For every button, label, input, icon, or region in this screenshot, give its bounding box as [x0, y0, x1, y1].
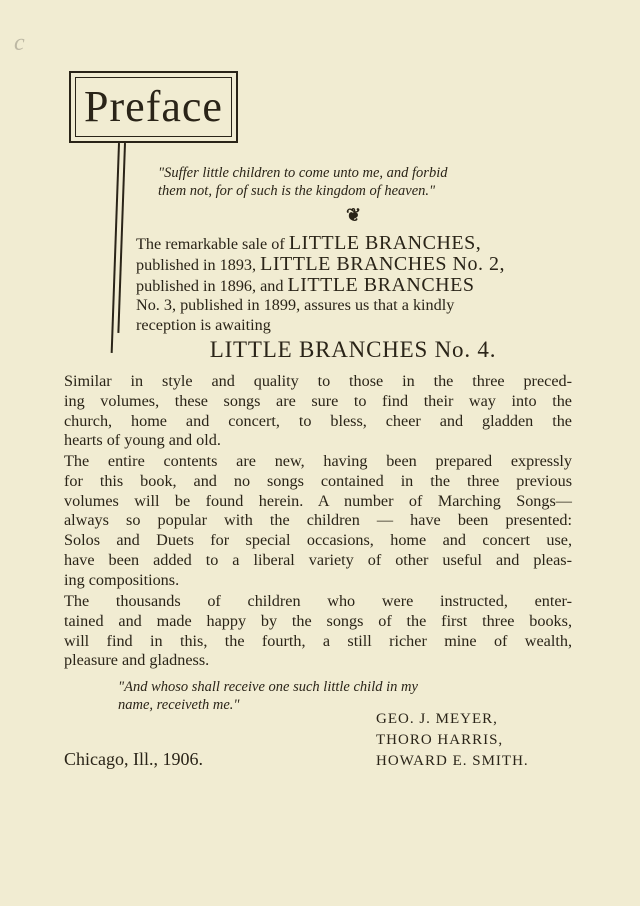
corner-pencil-mark: c	[14, 30, 25, 56]
signatories	[376, 709, 529, 772]
intro-line-2-title: LITTLE BRANCHES No. 2,	[260, 252, 505, 275]
paragraph-line: ing volumes, these songs are sure to find their way into the	[64, 391, 572, 410]
closing-quote-line-1: "And whoso shall receive one such little child in my	[118, 679, 418, 695]
paragraph-line: Similar in style and quality to those in the three preced-	[64, 372, 572, 390]
intro-line-1-text: The remarkable sale of	[136, 235, 289, 253]
place-and-date: Chicago, Ill., 1906.	[64, 749, 203, 769]
paragraph-line: ing compositions.	[64, 570, 180, 589]
intro-line-3-title: LITTLE BRANCHES	[287, 273, 475, 296]
epigraph	[158, 164, 578, 200]
paragraph-line: Solos and Duets for special occasions, home and concert use,	[64, 531, 572, 550]
signatory: HOWARD E. SMITH.	[376, 753, 529, 769]
signatory: THORO HARRIS,	[376, 732, 504, 748]
book-title: LITTLE BRANCHES No. 4.	[209, 337, 497, 362]
paragraph-line: have been added to a liberal variety of other useful and pleas-	[64, 550, 572, 569]
intro-line-3-text: published in 1896, and	[136, 276, 288, 295]
intro-paragraph	[136, 234, 574, 336]
paragraph-line: always so popular with the children — have been presented:	[64, 511, 572, 530]
paragraph-2	[64, 452, 572, 591]
paragraph-line: tained and made happy by the songs of the first three books,	[64, 611, 572, 630]
intro-line-2-text: published in 1893,	[136, 255, 261, 274]
intro-line-4: No. 3, published in 1899, assures us that a kindly	[136, 296, 455, 315]
intro-line-2	[136, 252, 574, 276]
epigraph-line-2: them not, for of such is the kingdom of heaven."	[158, 183, 436, 199]
intro-line-1	[136, 234, 574, 255]
page-title: Preface	[84, 82, 223, 131]
title-frame	[69, 71, 238, 143]
paragraph-3	[64, 592, 572, 671]
paragraph-1	[64, 372, 572, 451]
paragraph-line: hearts of young and old.	[64, 431, 221, 450]
intro-line-1-title: LITTLE BRANCHES,	[288, 232, 482, 254]
paragraph-line: volumes will be found herein. A number of Marching Songs—	[64, 491, 572, 510]
paragraph-line: church, home and concert, to bless, cheer and gladden the	[64, 411, 572, 430]
paragraph-line: for this book, and no songs contained in the three previous	[64, 471, 572, 490]
paragraph-line: will find in this, the fourth, a still richer mine of wealth,	[64, 631, 572, 650]
signatory: GEO. J. MEYER,	[376, 711, 498, 727]
epigraph-line-1: "Suffer little children to come unto me, and forbid	[158, 165, 448, 181]
closing-quote-line-2: name, receiveth me."	[118, 697, 240, 713]
paragraph-line: The thousands of children who were instructed, enter-	[64, 592, 572, 610]
fleuron-ornament-icon: ❦	[346, 205, 362, 226]
intro-line-5: reception is awaiting	[136, 316, 271, 335]
paragraph-line: pleasure and gladness.	[64, 651, 210, 670]
title-frame-inner	[75, 77, 232, 137]
intro-line-3	[136, 273, 574, 297]
paragraph-line: The entire contents are new, having been prepared expressly	[64, 452, 572, 470]
